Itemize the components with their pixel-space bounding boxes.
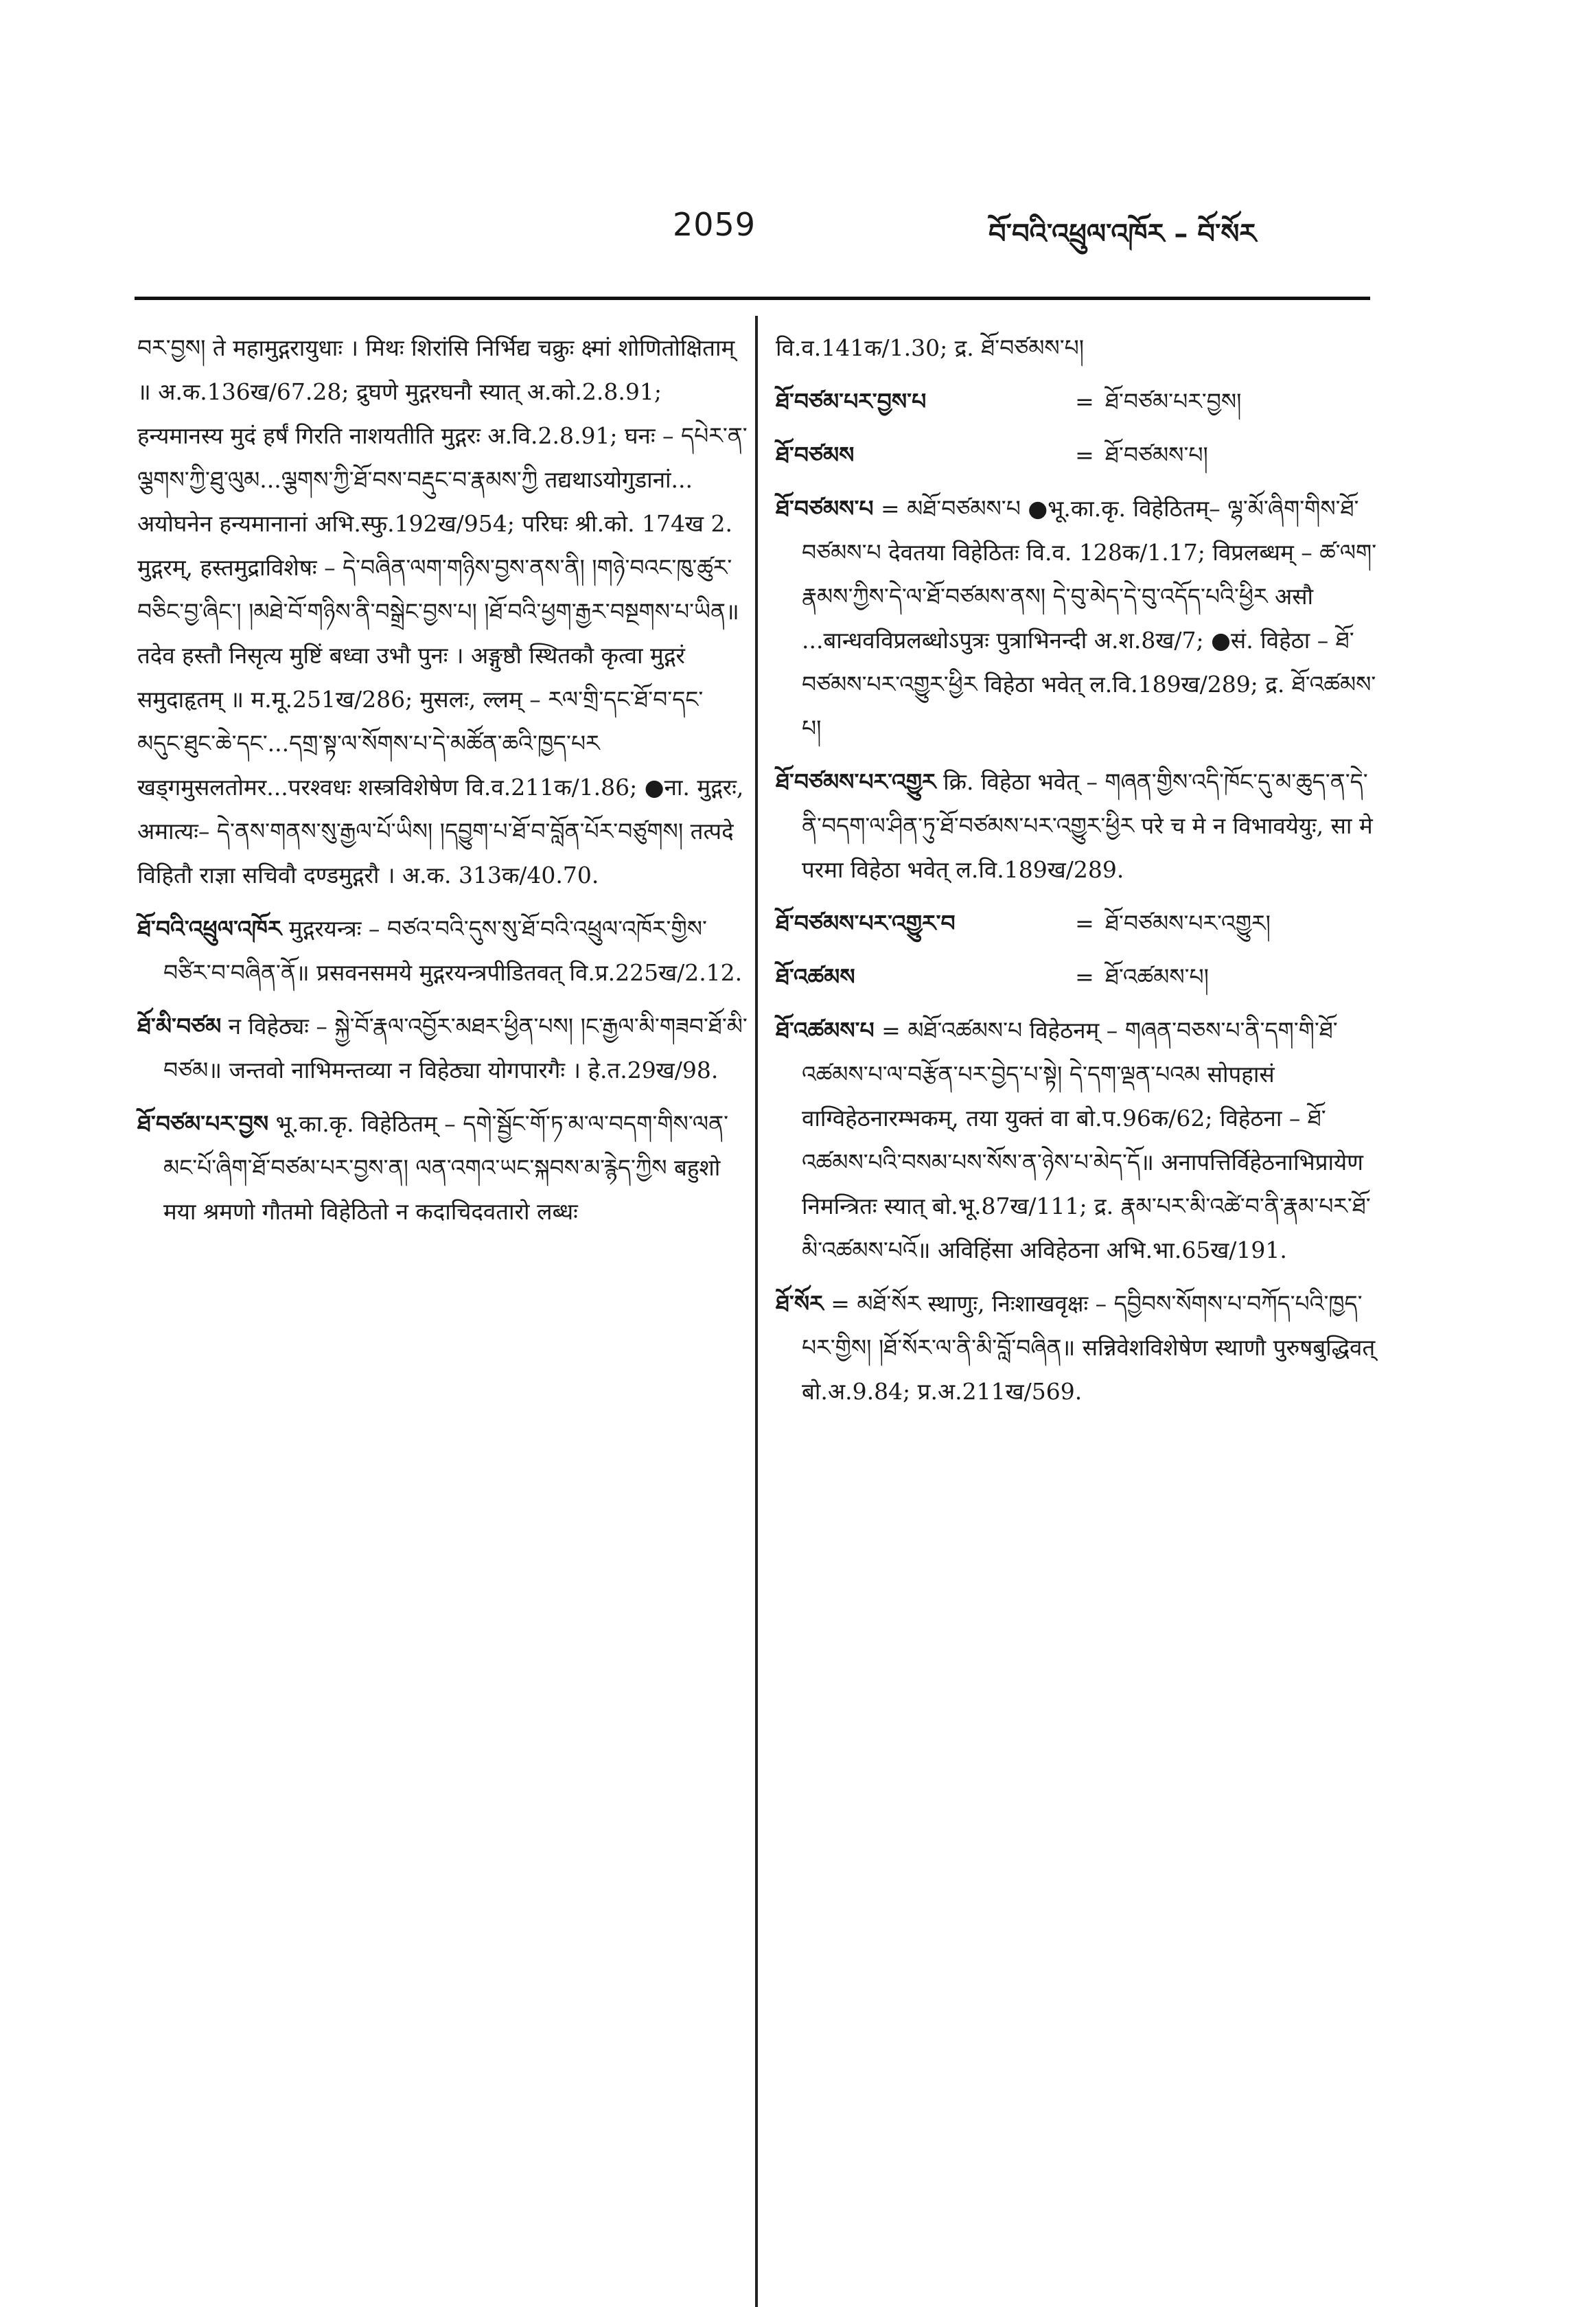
dictionary-entry [776,1009,1380,1272]
headword: ཐོ་བཙམ་པར་བྱས་པ [776,388,927,415]
cross-reference-target: ཐོ་འཚམས་པ། [1105,963,1210,990]
cross-reference-entry [776,380,1380,424]
right-column [776,326,1380,1423]
dictionary-entry [776,487,1380,750]
headword: ཐོ་སོར [776,1290,824,1317]
headword: ཐོ་བཙམས [776,441,855,468]
headword: ཐོ་བའི་འཕྲུལ་འཁོར [137,915,282,942]
headword: ཐོ་འཚམས [776,963,855,990]
entry-text: न विहेठ्यः – སྐྱེ་བོ་རྣལ་འབྱོར་མཐར་ཕྱིན་པས། །ང་རྒྱལ་མི་གཟབ་ཐོ་མི་བཙམ॥ जन्तवो नाभिमन्तव्या न विहेठ्या योगपारगैः । हे.त.29ख/98. [163,1013,748,1083]
equals-sign: = [1075,388,1094,415]
entry-continuation [137,326,748,897]
entry-text: भू.का.कृ. विहेठितम् – དགེ་སྦྱོང་གོ་ཏ་མ་ལ་བདག་གིས་ལན་མང་པོ་ཞིག་ཐོ་བཙམ་པར་བྱས་ན། ལན་འགའ་ཡང་སྐབས་མ་རྙེད་ཀྱིས बहुशो मया श्रमणो गौतमो विहेठितो न कदाचिदवतारो लब्धः [163,1110,729,1225]
entry-text: བར་བྱས། ते महामुद्गरायुधाः । मिथः शिरांसि निर्भिद्य चक्रुः क्ष्मां शोणितोक्षिताम् ॥ अ.क.136ख/67.28; द्रुघणे मुद्गरघनौ स्यात् अ.को.2.8.91; हन्यमानस्य मुदं हर्षं गिरति नाशयतीति मुद्गरः अ.वि.2.8.91; घनः – དཔེར་ན་ལྕགས་ཀྱི་ཐུ་ལུམ...ལྕགས་ཀྱི་ཐོ་བས་བརྡུང་བ་རྣམས་ཀྱི तद्यथाऽयोगुडानां... अयोघनेन हन्यमानानां अभि.स्फु.192ख/954; परिघः श्री.को. 174ख 2. मुद्गरम्, हस्तमुद्राविशेषः – དེ་བཞིན་ལག་གཉིས་བྱས་ནས་ནི། །གཉེ་བའང་ཁུ་ཚུར་བཅིང་བྱ་ཞིང་། །མཐེ་བོ་གཉིས་ནི་བསྒྲེང་བྱས་པ། །ཐོ་བའི་ཕྱག་རྒྱར་བསྔགས་པ་ཡིན॥ तदेव हस्तौ निसृत्य मुष्टिं बध्वा उभौ पुनः । अङ्गुष्ठौ स्थितकौ कृत्वा मुद्गरं समुदाहृतम् ॥ म.मू.251ख/286; मुसलः, ल्लम् – རལ་གྲི་དང་ཐོ་བ་དང་མདུང་ཐུང་ཆེ་དང་...དགྲ་སྟ་ལ་སོགས་པ་དེ་མཚོན་ཆའི་ཁྱད་པར खड्गमुसलतोमर...परश्वधः शस्त्रविशेषेण वि.व.211क/1.86; ●ना. मुद्गरः, अमात्यः– དེ་ནས་གནས་སུ་རྒྱལ་པོ་ཡིས། །དབྱུག་པ་ཐོ་བ་བློན་པོར་བཙུགས། तत्पदे विहितौ राज्ञा सचिवौ दण्डमुद्गरौ । अ.क. 313क/40.70. [137,334,748,888]
page-number: 2059 [673,206,756,243]
headword: ཐོ་བཙམ་པར་བྱས [137,1110,269,1137]
entry-text: = མཐོ་སོར स्थाणुः, निःशाखवृक्षः – དབྱིབས་སོགས་པ་བཀོད་པའི་ཁྱད་པར་གྱིས། །ཐོ་སོར་ལ་ནི་མི་བློ་བཞིན॥ सन्निवेशविशेषेण स्थाणौ पुरुषबुद्धिवत् बो.अ.9.84; प्र.अ.211ख/569. [802,1290,1376,1405]
headword: ཐོ་བཙམས་པར་འགྱུར་བ [776,910,956,937]
entry-text: मुद्गरयन्त्रः – བཙའ་བའི་དུས་སུ་ཐོ་བའི་འཕྲུལ་འཁོར་གྱིས་བཙིར་བ་བཞིན་ནོ॥ प्रसवनसमये मुद्गरयन्त्रपीडितवत् वि.प्र.225ख/2.12. [163,915,743,986]
cross-reference-target: ཐོ་བཙམས་པ། [1105,441,1208,468]
cross-reference-entry [776,433,1380,477]
running-head: བོ་བའི་འཕྲུལ་འཁོར – བོ་སོར [988,218,1257,250]
dictionary-entry [776,760,1380,892]
dictionary-entry [137,1102,748,1234]
dictionary-entry [137,1005,748,1092]
headword: ཐོ་བཙམས་པར་འགྱུར [776,768,936,795]
entry-text: = མཐོ་བཙམས་པ ●भू.का.कृ. विहेठितम्– ལྷ་མོ་ཞིག་གིས་ཐོ་བཙམས་པ देवतया विहेठितः वि.व. 128क/1.17; विप्रलब्धम् – ཚ་ལག་རྣམས་ཀྱིས་དེ་ལ་ཐོ་བཙམས་ནས། དེ་བུ་མེད་དེ་བུ་འདོད་པའི་ཕྱིར असौ ...बान्धवविप्रलब्धोऽपुत्रः पुत्राभिनन्दी अ.श.8ख/7; ●सं. विहेठा – ཐོ་བཙམས་པར་འགྱུར་ཕྱིར विहेठा भवेत् ल.वि.189ख/289; द्र. ཐོ་འཚམས་པ། [802,495,1377,742]
equals-sign: = [1075,441,1094,468]
headword: ཐོ་བཙམས་པ [776,495,874,522]
header-rule [135,297,1370,300]
cross-reference-target: ཐོ་བཙམ་པར་བྱས། [1105,388,1242,415]
headword: ཐོ་མི་བཙམ [137,1013,222,1040]
column-divider [755,316,758,2307]
cross-reference-target: ཐོ་བཙམས་པར་འགྱུར། [1105,910,1271,937]
entry-text: वि.व.141क/1.30; द्र. ཐོ་བཙམས་པ། [776,334,1085,361]
cross-reference-entry [776,955,1380,999]
dictionary-entry [137,907,748,995]
entry-continuation [776,326,1380,370]
equals-sign: = [1075,963,1094,990]
dictionary-entry [776,1282,1380,1414]
cross-reference-entry [776,902,1380,945]
entry-text: क्रि. विहेठा भवेत् – གཞན་གྱིས་འདི་ཁོང་དུ་མ་ཆུད་ན་དེ་ནི་བདག་ལ་ཤིན་ཏུ་ཐོ་བཙམས་པར་འགྱུར་ཕྱིར परे च मे न विभावयेयुः, सा मे परमा विहेठा भवेत् ल.वि.189ख/289. [802,768,1373,883]
entry-text: = མཐོ་འཚམས་པ विहेठनम् – གཞན་བཅས་པ་ནི་དག་གི་ཐོ་འཚམས་པ་ལ་བརྩོན་པར་བྱེད་པ་སྟེ། དེ་དག་ལྡན་པའམ सोपहासं वाग्विहेठनारम्भकम्, तया युक्तं वा बो.प.96क/62; विहेठना – ཐོ་འཚམས་པའི་བསམ་པས་སོས་ན་ཉེས་པ་མེད་དོ॥ अनापत्तिर्विहेठनाभिप्रायेण निमन्त्रितः स्यात् बो.भू.87ख/111; द्र. རྣམ་པར་མི་འཚེ་བ་ནི་རྣམ་པར་ཐོ་མི་འཚམས་པའོ॥ अविहिंसा अविहेठना अभि.भा.65ख/191. [802,1017,1371,1263]
left-column [137,326,748,1243]
equals-sign: = [1075,910,1094,937]
headword: ཐོ་འཚམས་པ [776,1017,875,1044]
